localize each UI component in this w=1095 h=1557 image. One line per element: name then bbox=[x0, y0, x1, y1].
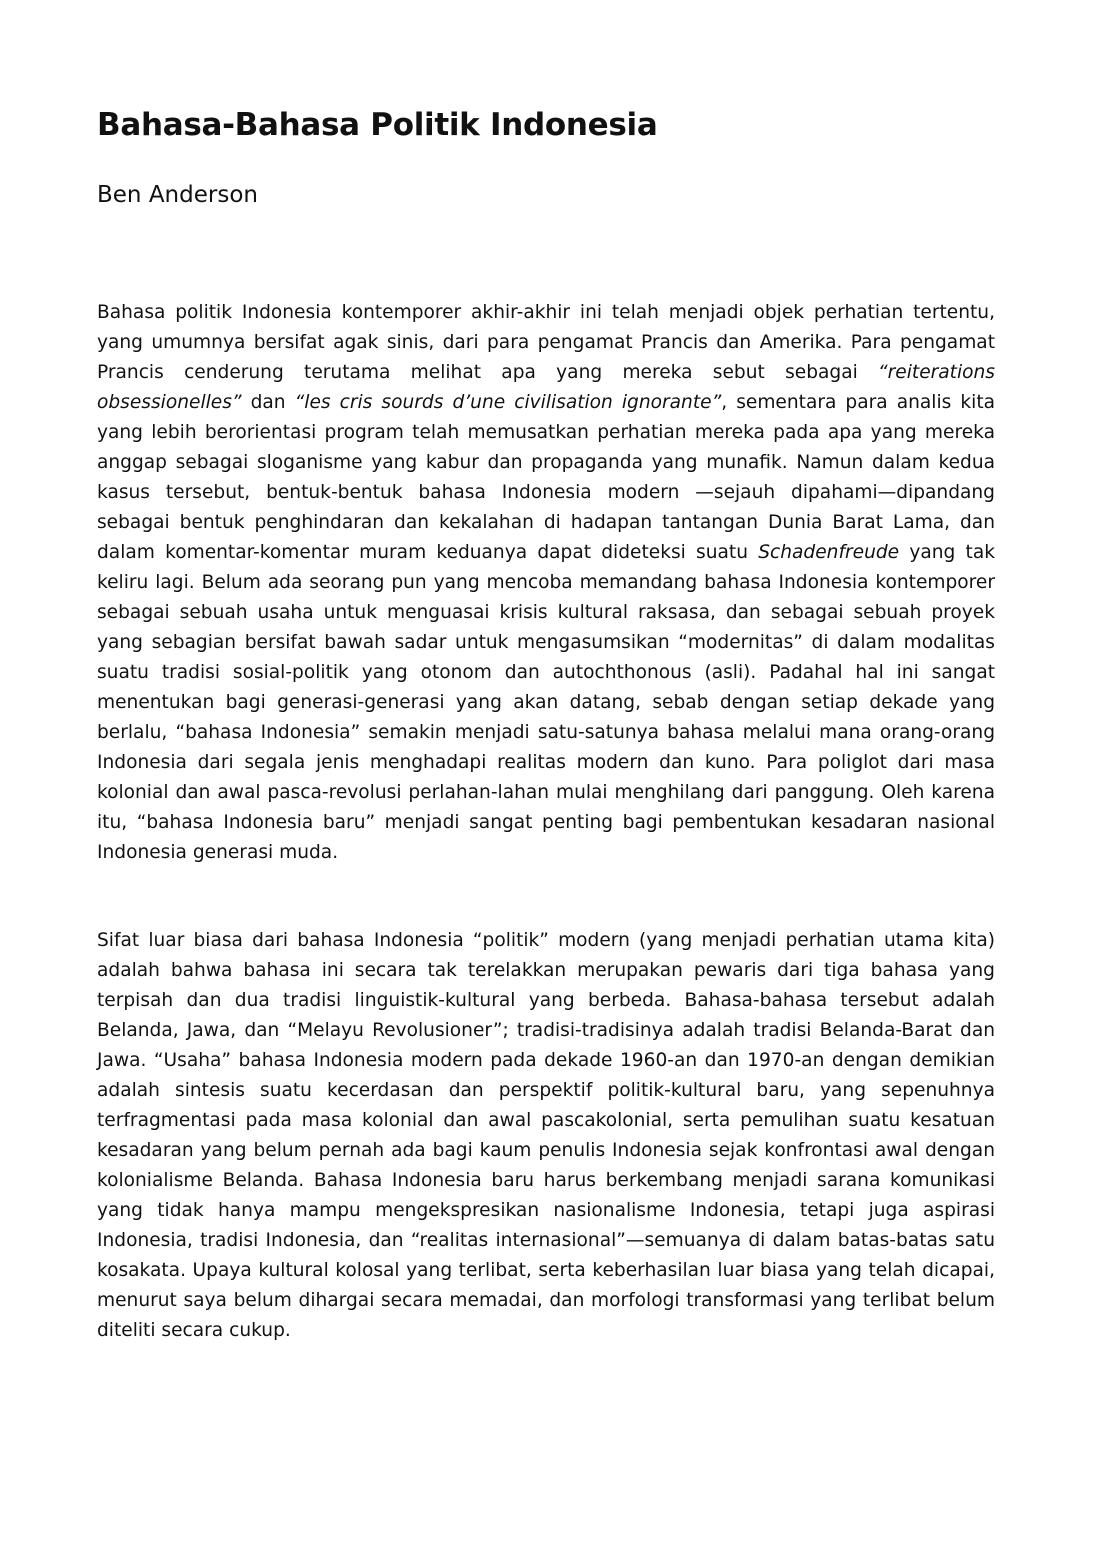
paragraph-text: yang tak keliru lagi. Belum ada seorang pun yang mencoba memandang bahasa Indonesia kontemporer sebagai sebuah usaha untuk menguasai krisis kultural raksasa, dan sebagai sebuah proyek yang sebagian bersifat bawah sadar untuk mengasumsikan “modernitas” di dalam modalitas suatu tradisi sosial-politik yang otonom dan autochthonous (asli). Padahal hal ini sangat menentukan bagi generasi-generasi yang akan datang, sebab dengan setiap dekade yang berlalu, “bahasa Indonesia” semakin menjadi satu-satunya bahasa melalui mana orang-orang Indonesia dari segala jenis menghadapi realitas modern dan kuno. Para poliglot dari masa kolonial dan awal pasca-revolusi perlahan-lahan mulai menghilang dari panggung. Oleh karena itu, “bahasa Indonesia baru” menjadi sangat penting bagi pembentukan kesadaran nasional Indonesia generasi muda. bbox=[97, 542, 995, 863]
italic-term: Schadenfreude bbox=[758, 542, 900, 563]
body-paragraph-2 bbox=[97, 926, 995, 1346]
paragraph-text: Sifat luar biasa dari bahasa Indonesia “politik” modern (yang menjadi perhatian utama kita) adalah bahwa bahasa ini secara tak terelakkan merupakan pewaris dari tiga bahasa yang terpisah dan dua tradisi linguistik-kultural yang berbeda. Bahasa-bahasa tersebut adalah Belanda, Jawa, dan “Melayu Revolusioner”; tradisi-tradisinya adalah tradisi Belanda-Barat dan Jawa. “Usaha” bahasa Indonesia modern pada dekade 1960-an dan 1970-an dengan demikian adalah sintesis suatu kecerdasan dan perspektif politik-kultural baru, yang sepenuhnya terfragmentasi pada masa kolonial dan awal pascakolonial, serta pemulihan suatu kesatuan kesadaran yang belum pernah ada bagi kaum penulis Indonesia sejak konfrontasi awal dengan kolonialisme Belanda. Bahasa Indonesia baru harus berkembang menjadi sarana komunikasi yang tidak hanya mampu mengekspresikan nasionalisme Indonesia, tetapi juga aspirasi Indonesia, tradisi Indonesia, dan “realitas internasional”—semuanya di dalam batas-batas satu kosakata. Upaya kultural kolosal yang terlibat, serta keberhasilan luar biasa yang telah dicapai, menurut saya belum dihargai secara memadai, dan morfologi transformasi yang terlibat belum diteliti secara cukup. bbox=[97, 930, 995, 1341]
paragraph-text: , sementara para analis kita yang lebih berorientasi program telah memusatkan perhatian mereka pada apa yang mereka anggap sebagai sloganisme yang kabur dan propaganda yang munafik. Namun dalam kedua kasus tersebut, bentuk-bentuk bahasa Indonesia modern —sejauh dipahami—dipandang sebagai bentuk penghindaran dan kekalahan di hadapan tantangan Dunia Barat Lama, dan dalam komentar-komentar muram keduanya dapat dideteksi suatu bbox=[97, 392, 995, 563]
italic-quote-french: “les cris sourds d’une civilisation ignorante” bbox=[294, 392, 722, 413]
document-author: Ben Anderson bbox=[97, 182, 258, 208]
body-paragraph-1 bbox=[97, 298, 995, 868]
paragraph-text: Bahasa politik Indonesia kontemporer akhir-akhir ini telah menjadi objek perhatian tertentu, yang umumnya bersifat agak sinis, dari para pengamat Prancis dan Amerika. Para pengamat Prancis cenderung terutama melihat apa yang mereka sebut sebagai bbox=[97, 302, 995, 383]
italic-quote-french: “reiterations obsessionelles” bbox=[97, 362, 995, 413]
document-title: Bahasa-Bahasa Politik Indonesia bbox=[97, 107, 658, 143]
paragraph-text: dan bbox=[241, 392, 295, 413]
